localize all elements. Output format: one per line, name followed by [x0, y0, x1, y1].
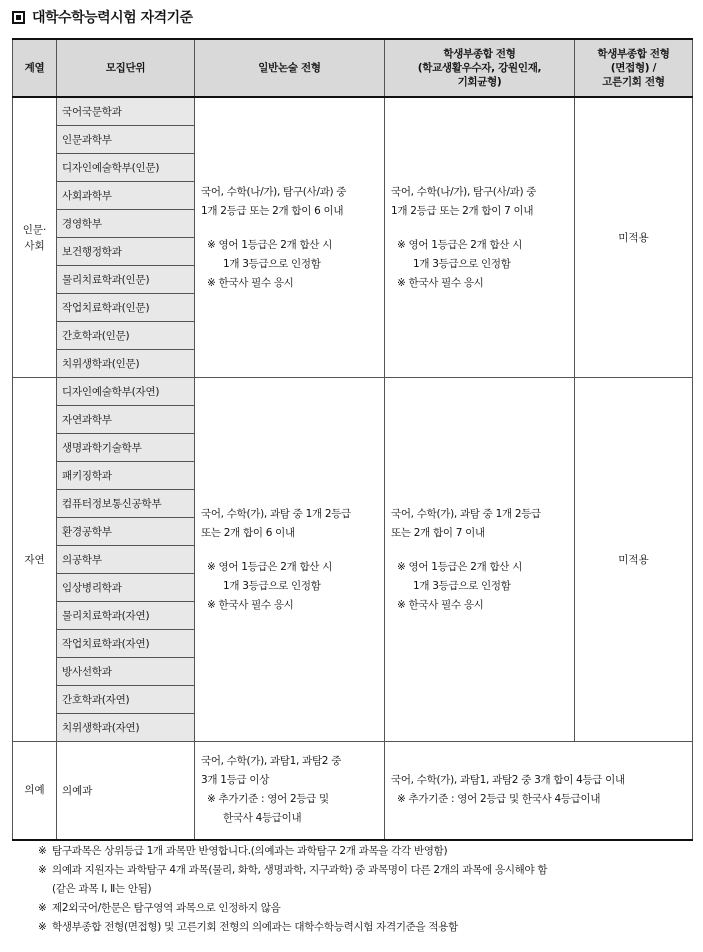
- page-title-row: [12, 6, 193, 28]
- footnote: ※ 학생부종합 전형(면접형) 및 고른기회 전형의 의예과는 대학수학능력시험 자격기준을 적용함: [38, 921, 458, 933]
- footnote: ※ 제2외국어/한문은 탐구영역 과목으로 인정하지 않음: [38, 902, 281, 914]
- unit-cell: 인문과학부: [57, 126, 195, 154]
- footnote-continuation: (같은 과목 Ⅰ, Ⅱ는 안됨): [52, 883, 152, 895]
- table-row: [13, 742, 693, 840]
- field-humanities: 인문· 사회: [13, 97, 57, 378]
- unit-cell: 간호학과(자연): [57, 686, 195, 714]
- unit-cell: 디자인예술학부(인문): [57, 154, 195, 182]
- field-medicine: 의예: [13, 742, 57, 840]
- unit-cell: 임상병리학과: [57, 574, 195, 602]
- humanities-comprehensive-criteria: 국어, 수학(나/가), 탐구(사/과) 중 1개 2등급 또는 2개 합이 7 이내 ※ 영어 1등급은 2개 합산 시 1개 3등급으로 인정함 ※ 한국사 필수 응시: [385, 97, 575, 378]
- unit-cell: 컴퓨터정보통신공학부: [57, 490, 195, 518]
- medicine-general-criteria: 국어, 수학(가), 과탐1, 과탐2 중 3개 1등급 이상 ※ 추가기준 : 영어 2등급 및 한국사 4등급이내: [195, 742, 385, 840]
- header-field: 계열: [13, 39, 57, 97]
- unit-cell: 물리치료학과(자연): [57, 602, 195, 630]
- unit-cell: 생명과학기술학부: [57, 434, 195, 462]
- unit-cell: 디자인예술학부(자연): [57, 378, 195, 406]
- science-comprehensive-criteria: 국어, 수학(가), 과탐 중 1개 2등급 또는 2개 합이 7 이내 ※ 영어 1등급은 2개 합산 시 1개 3등급으로 인정함 ※ 한국사 필수 응시: [385, 378, 575, 742]
- header-interview: 학생부종합 전형 (면접형) / 고른기회 전형: [575, 39, 693, 97]
- unit-cell: 자연과학부: [57, 406, 195, 434]
- unit-cell: 보건행정학과: [57, 238, 195, 266]
- unit-cell: 방사선학과: [57, 658, 195, 686]
- science-interview-criteria: 미적용: [575, 378, 693, 742]
- table-row: [13, 97, 693, 126]
- unit-cell: 의예과: [57, 742, 195, 840]
- unit-cell: 작업치료학과(인문): [57, 294, 195, 322]
- unit-cell: 작업치료학과(자연): [57, 630, 195, 658]
- medicine-comprehensive-criteria: 국어, 수학(가), 과탐1, 과탐2 중 3개 합이 4등급 이내 ※ 추가기준 : 영어 2등급 및 한국사 4등급이내: [385, 742, 693, 840]
- unit-cell: 간호학과(인문): [57, 322, 195, 350]
- square-bullet-icon: [12, 11, 25, 24]
- unit-cell: 물리치료학과(인문): [57, 266, 195, 294]
- unit-cell: 치위생학과(자연): [57, 714, 195, 742]
- unit-cell: 패키징학과: [57, 462, 195, 490]
- table-row: [13, 378, 693, 406]
- criteria-table: [12, 38, 693, 841]
- unit-cell: 경영학부: [57, 210, 195, 238]
- footnotes: [38, 842, 688, 937]
- header-row: [13, 39, 693, 97]
- unit-cell: 환경공학부: [57, 518, 195, 546]
- header-general: 일반논술 전형: [195, 39, 385, 97]
- science-general-criteria: 국어, 수학(가), 과탐 중 1개 2등급 또는 2개 합이 6 이내 ※ 영어 1등급은 2개 합산 시 1개 3등급으로 인정함 ※ 한국사 필수 응시: [195, 378, 385, 742]
- field-science: 자연: [13, 378, 57, 742]
- page-title: 대학수학능력시험 자격기준: [32, 10, 193, 26]
- humanities-general-criteria: 국어, 수학(나/가), 탐구(사/과) 중 1개 2등급 또는 2개 합이 6 이내 ※ 영어 1등급은 2개 합산 시 1개 3등급으로 인정함 ※ 한국사 필수 응시: [195, 97, 385, 378]
- header-comprehensive: 학생부종합 전형 (학교생활우수자, 강원인재, 기회균형): [385, 39, 575, 97]
- unit-cell: 치위생학과(인문): [57, 350, 195, 378]
- footnote: ※ 탐구과목은 상위등급 1개 과목만 반영합니다.(의예과는 과학탐구 2개 과목을 각각 반영함): [38, 845, 448, 857]
- footnote: ※ 의예과 지원자는 과학탐구 4개 과목(물리, 화학, 생명과학, 지구과학) 중 과목명이 다른 2개의 과목에 응시해야 함: [38, 864, 548, 876]
- humanities-interview-criteria: 미적용: [575, 97, 693, 378]
- unit-cell: 국어국문학과: [57, 97, 195, 126]
- header-unit: 모집단위: [57, 39, 195, 97]
- unit-cell: 사회과학부: [57, 182, 195, 210]
- unit-cell: 의공학부: [57, 546, 195, 574]
